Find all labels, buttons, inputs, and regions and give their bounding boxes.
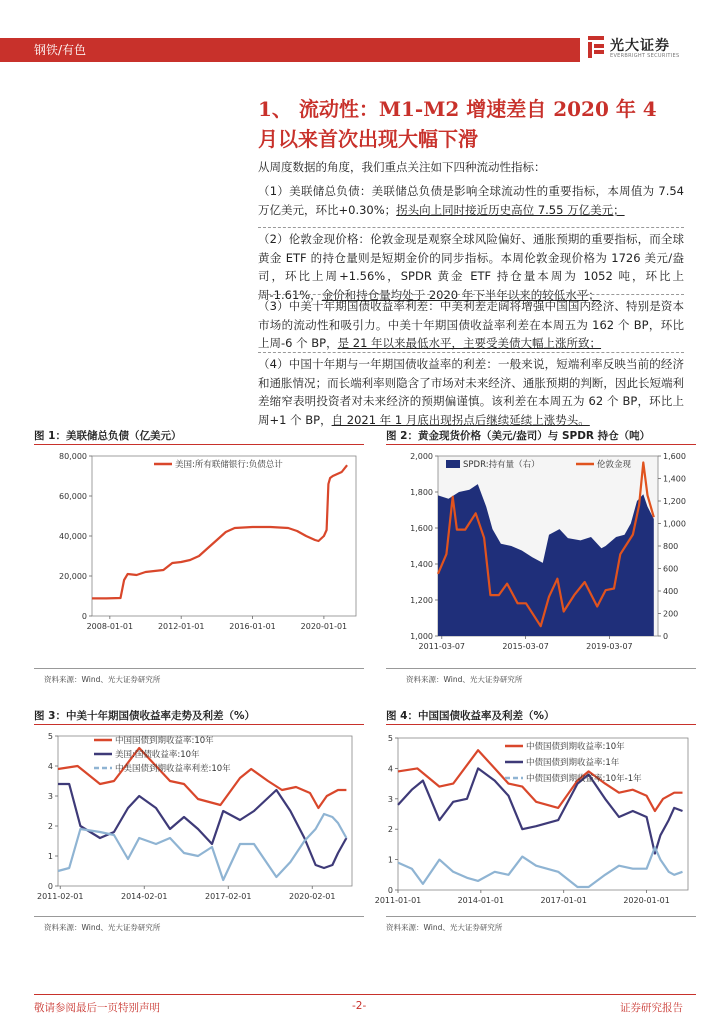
x-tick-label: 2020-01-01 — [623, 896, 670, 905]
legend-label: 伦敦金现 — [597, 460, 632, 470]
y-tick-label: 4 — [387, 764, 393, 774]
figure-2-source: 资料来源：Wind、光大证券研究所 — [406, 675, 523, 684]
section-tag: 钢铁/有色 — [34, 43, 87, 57]
figure-1-rule — [34, 444, 364, 445]
y-tick-label: 0 — [81, 612, 87, 621]
y-tick-label: 1,000 — [410, 632, 433, 641]
y-right-tick-label: 800 — [663, 542, 679, 551]
figure-2-rule — [386, 444, 696, 445]
x-tick-label: 2014-02-01 — [120, 892, 168, 901]
x-tick-label: 2016-01-01 — [229, 622, 276, 631]
divider — [258, 352, 684, 353]
divider — [258, 294, 684, 295]
y-tick-label: 40,000 — [59, 532, 87, 541]
x-tick-label: 2011-01-01 — [374, 896, 422, 905]
y-tick-label: 4 — [47, 762, 53, 771]
brand-name: 光大证券 — [610, 38, 670, 54]
indicator-4-text: （4）中国十年期与一年期国债收益率的利差：一般来说，短端利率反映当前的经济和通胀情况；而长端利率则隐含了市场对未来经济、通胀预期的判断，因此长短端利差缩窄表明投资者对未来经济的预期偏谨慎。该利差在本周五为 62 个 BP，环比上周+1 个 BP， — [258, 357, 684, 427]
y-tick-label: 80,000 — [59, 452, 87, 461]
legend-label: 美国:所有联储银行:负债总计 — [175, 460, 283, 470]
footer-report-type: 证券研究报告 — [620, 1002, 683, 1014]
figure-1-title: 图 1：美联储总负债（亿美元） — [34, 430, 182, 442]
y-tick-label: 1,200 — [410, 596, 433, 605]
x-tick-label: 2019-03-07 — [586, 642, 633, 651]
series-line-2 — [398, 847, 683, 887]
x-tick-label: 2008-01-01 — [86, 622, 134, 631]
x-tick-label: 2011-03-07 — [418, 642, 466, 651]
x-tick-label: 2020-01-01 — [300, 622, 348, 631]
x-tick-label: 2017-02-01 — [204, 892, 252, 901]
y-tick-label: 0 — [387, 886, 393, 895]
footer-rule — [34, 994, 696, 995]
figure-2-bottom-rule — [386, 668, 696, 669]
x-tick-label: 2017-01-01 — [540, 896, 587, 905]
figure-3-title: 图 3：中美十年期国债收益率走势及利差（%） — [34, 710, 255, 722]
legend-label: 中债国债到期收益率:10年-1年 — [526, 774, 642, 784]
y-tick-label: 1,400 — [410, 560, 433, 569]
y-tick-label: 20,000 — [59, 572, 87, 581]
figure-4-chart — [370, 728, 700, 912]
figure-3-rule — [34, 724, 364, 725]
legend-label: 美国:国债收益率:10年 — [115, 750, 200, 760]
x-tick-label: 2011-02-01 — [36, 892, 84, 901]
legend-label: 中美国债到期收益率利差:10年 — [115, 764, 231, 774]
y-tick-label: 2 — [47, 822, 53, 831]
y-right-tick-label: 1,200 — [663, 497, 686, 506]
y-right-tick-label: 200 — [663, 609, 679, 619]
indicator-3-text: （3）中美十年期国债收益率利差：中美利差走阔将增强中国国内经济、特别是资本市场的流动性和吸引力。中美十年期国债收益率利差在本周五为 162 个 BP，环比上周-6 个 BP， — [258, 299, 684, 351]
indicator-1-text: （1）美联储总负债：美联储总负债是影响全球流动性的重要指标，本周值为 7.54 万亿美元，环比+0.30%； — [258, 184, 684, 217]
y-right-tick-label: 1,000 — [663, 519, 686, 529]
legend-label: SPDR:持有量（右） — [463, 460, 540, 470]
plot-frame — [58, 736, 352, 886]
x-tick-label: 2012-01-01 — [157, 622, 205, 631]
figure-4-source: 资料来源：Wind、光大证券研究所 — [386, 923, 503, 932]
y-tick-label: 1,600 — [410, 524, 433, 533]
indicator-3-paragraph — [258, 297, 684, 353]
y-tick-label: 2,000 — [410, 452, 433, 461]
figure-1-source: 资料来源：Wind、光大证券研究所 — [44, 675, 161, 684]
legend-label: 中债国债到期收益率:1年 — [526, 758, 620, 768]
figure-4-rule — [386, 724, 696, 725]
indicator-4-paragraph — [258, 355, 684, 429]
y-right-tick-label: 0 — [663, 632, 669, 641]
y-tick-label: 3 — [47, 792, 53, 801]
series-line-0 — [58, 748, 346, 808]
series-line-0 — [92, 465, 347, 598]
header-bar — [0, 38, 580, 62]
figure-4-bottom-rule — [386, 916, 696, 917]
figure-1-chart — [34, 448, 364, 648]
figure-3-source: 资料来源：Wind、光大证券研究所 — [44, 923, 161, 932]
indicator-3-highlight: 是 21 年以来最低水平，主要受美债大幅上涨所致； — [337, 336, 602, 351]
figure-1-bottom-rule — [34, 668, 364, 669]
indicator-1-paragraph — [258, 182, 684, 219]
series-line-2 — [58, 814, 346, 880]
y-right-tick-label: 400 — [663, 587, 679, 596]
y-tick-label: 0 — [47, 882, 53, 891]
figure-3-bottom-rule — [34, 916, 364, 917]
series-line-1 — [58, 784, 346, 868]
y-right-tick-label: 1,400 — [663, 474, 686, 484]
divider — [258, 227, 684, 228]
y-tick-label: 5 — [47, 732, 53, 741]
figure-4-title: 图 4：中国国债收益率及利差（%） — [386, 710, 555, 722]
indicator-4-highlight: 自 2021 年 1 月底出现拐点后继续延续上涨势头。 — [331, 412, 590, 427]
section-heading: 1、 流动性：M1-M2 增速差自 2020 年 4 月以来首次出现大幅下滑 — [258, 97, 657, 151]
legend-swatch — [446, 460, 460, 468]
y-right-tick-label: 600 — [663, 564, 679, 574]
legend-label: 中国国债到期收益率:10年 — [115, 736, 214, 746]
indicator-1-highlight: 拐头向上同时接近历史高位 7.55 万亿美元； — [396, 202, 625, 217]
figure-2-chart — [386, 448, 698, 654]
x-tick-label: 2015-03-07 — [502, 642, 549, 651]
figure-2-title: 图 2：黄金现货价格（美元/盎司）与 SPDR 持仓（吨） — [386, 430, 651, 442]
y-tick-label: 1 — [387, 855, 393, 865]
brand-logo — [588, 34, 698, 62]
plot-frame — [92, 456, 356, 616]
y-tick-label: 1 — [47, 852, 53, 861]
y-tick-label: 1,800 — [410, 488, 433, 497]
y-right-tick-label: 1,600 — [663, 452, 686, 461]
brand-logo-icon — [588, 36, 604, 58]
footer-disclaimer-link[interactable]: 敬请参阅最后一页特别声明 — [34, 1002, 160, 1014]
x-tick-label: 2020-02-01 — [288, 892, 336, 901]
brand-name-en: EVERBRIGHT SECURITIES — [610, 53, 680, 59]
indicator-2-highlight: 金价和持仓量均处于 2020 年下半年以来的较低水平； — [321, 287, 600, 302]
y-tick-label: 5 — [387, 734, 393, 743]
y-tick-label: 2 — [387, 825, 393, 835]
page-number: -2- — [352, 1000, 367, 1012]
figure-3-chart — [34, 728, 364, 906]
legend-label: 中债国债到期收益率:10年 — [526, 742, 625, 752]
y-tick-label: 60,000 — [59, 492, 87, 501]
x-tick-label: 2014-01-01 — [457, 896, 505, 905]
y-tick-label: 3 — [387, 794, 393, 804]
indicator-2-text: （2）伦敦金现价格：伦敦金现是观察全球风险偏好、通胀预期的重要指标，而全球黄金 ETF 的持仓量则是短期金价的同步指标。本周伦敦金现价格为 1726 美元/盎司，环比上周+1.56%，SPDR 黄金 ETF 持仓量本周为 1052 吨，环比上周-1.61%， — [258, 232, 684, 302]
intro-paragraph: 从周度数据的角度，我们重点关注如下四种流动性指标： — [258, 160, 546, 174]
